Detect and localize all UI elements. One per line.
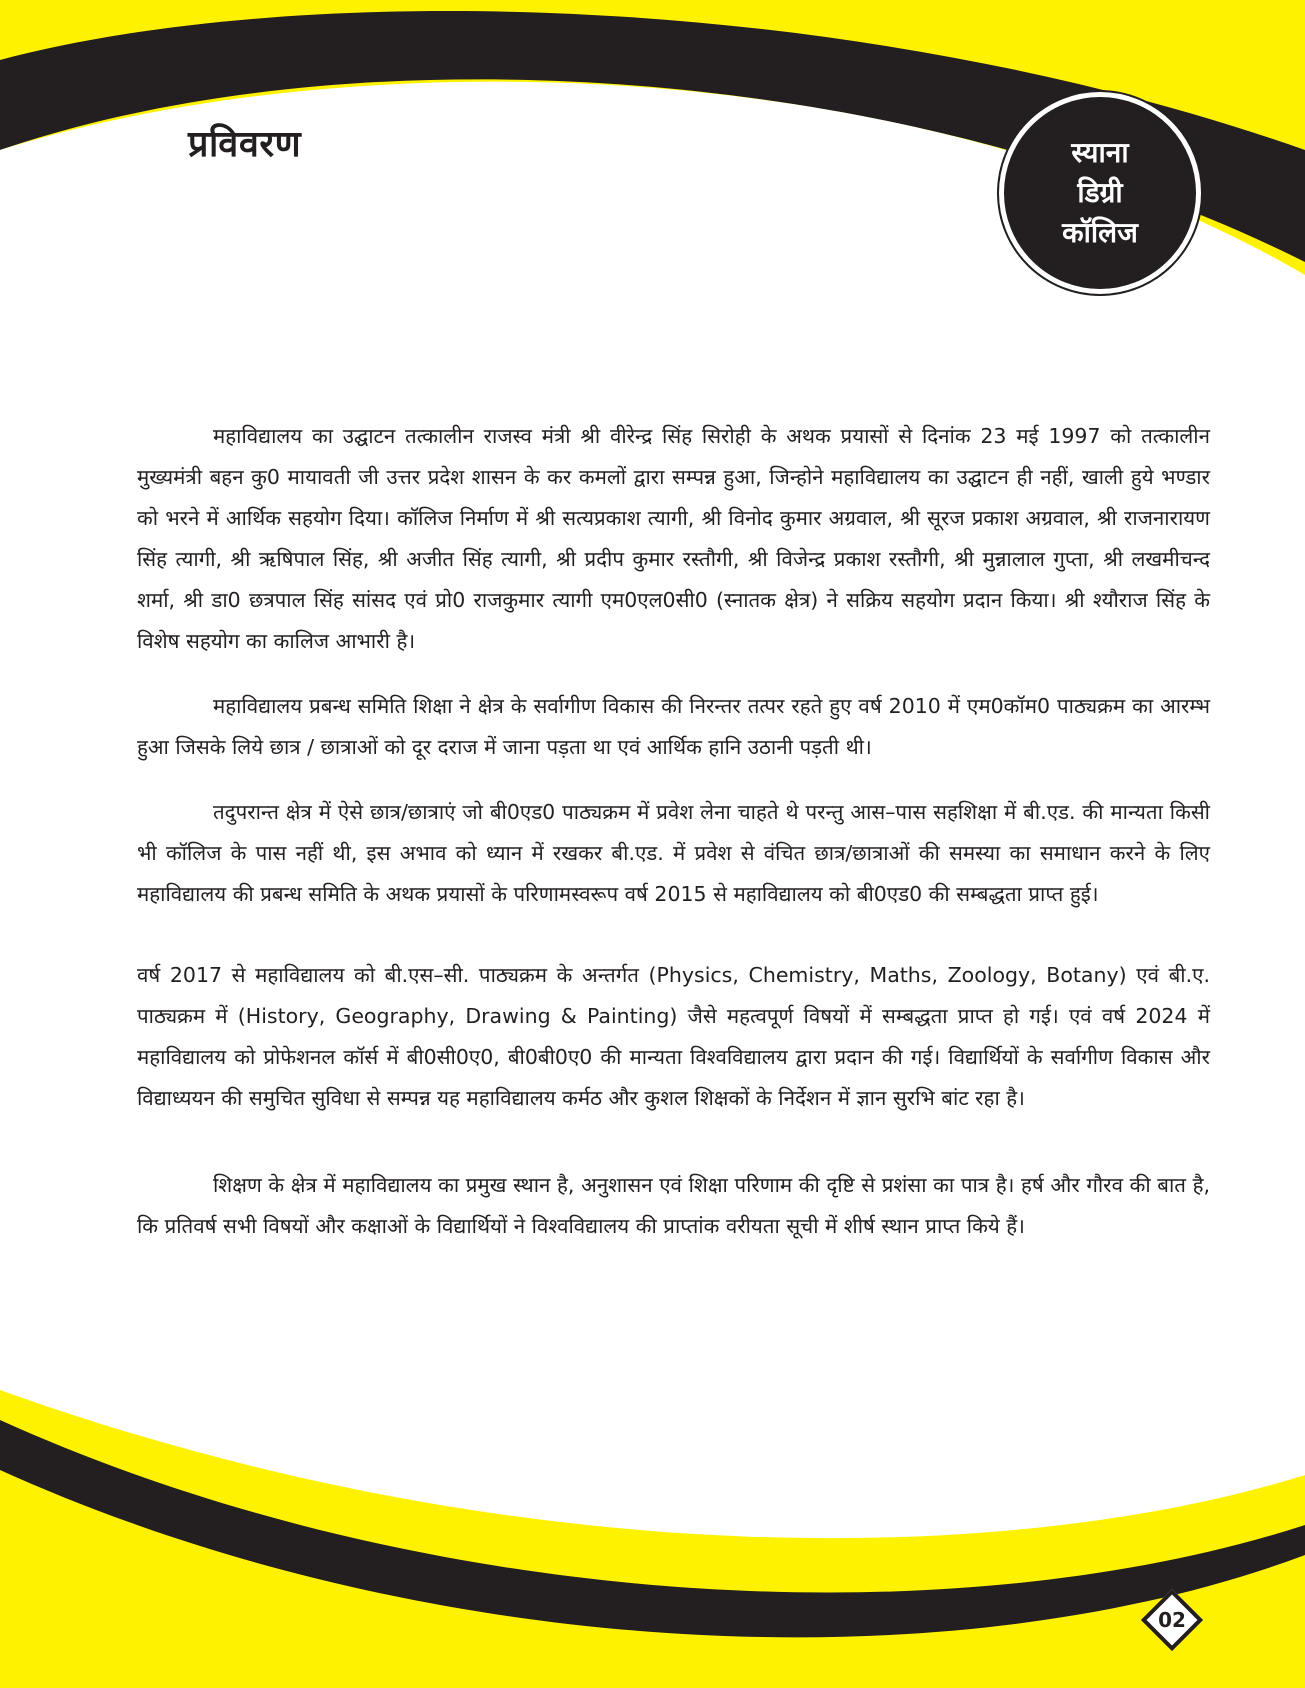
badge-line-1: स्याना <box>1071 136 1129 169</box>
page-number-badge <box>1143 1591 1201 1649</box>
badge-line-2: डिग्री <box>1077 176 1123 209</box>
paragraph-achievements: शिक्षण के क्षेत्र में महाविद्यालय का प्रमुख स्थान है, अनुशासन एवं शिक्षा परिणाम की दृष्टि से प्रशंसा का पात्र है। हर्ष और गौरव की बात है, कि प्रतिवर्ष सभी विषयों और कक्षाओं के विद्यार्थियों ने विश्वविद्यालय की प्राप्तांक वरीयता सूची में शीर्ष स्थान प्राप्त किये हैं। <box>137 1173 1210 1238</box>
paragraph-bed: तदुपरान्त क्षेत्र में ऐसे छात्र/छात्राएं जो बी0एड0 पाठ्यक्रम में प्रवेश लेना चाहते थे परन्तु आस–पास सहशिक्षा में बी.एड. की मान्यता किसी भी कॉलिज के पास नहीं थी, इस अभाव को ध्यान में रखकर बी.एड. में प्रवेश से वंचित छात्र/छात्राओं की समस्या का समाधान करने के लिए महाविद्यालय की प्रबन्ध समिति के अथक प्रयासों के परिणामस्वरूप वर्ष 2015 से महाविद्यालय को बी0एड0 की सम्बद्धता प्राप्त हुई। <box>137 800 1210 906</box>
college-name-badge <box>999 92 1201 294</box>
paragraph-inauguration: महाविद्यालय का उद्घाटन तत्कालीन राजस्व मंत्री श्री वीरेन्द्र सिंह सिरोही के अथक प्रयासों से दिनांक 23 मई 1997 को तत्कालीन मुख्यमंत्री बहन कु0 मायावती जी उत्तर प्रदेश शासन के कर कमलों द्वारा सम्पन्न हुआ, जिन्होने महाविद्यालय का उद्घाटन ही नहीं, खाली हुये भण्डार को भरने में आर्थिक सहयोग दिया। कॉलिज निर्माण में श्री सत्यप्रकाश त्यागी, श्री विनोद कुमार अग्रवाल, श्री सूरज प्रकाश अग्रवाल, श्री राजनारायण सिंह त्यागी, श्री ऋषिपाल सिंह, श्री अजीत सिंह त्यागी, श्री प्रदीप कुमार रस्तौगी, श्री विजेन्द्र प्रकाश रस्तौगी, श्री मुन्नालाल गुप्ता, श्री लखमीचन्द शर्मा, श्री डा0 छत्रपाल सिंह सांसद एवं प्रो0 राजकुमार त्यागी एम0एल0सी0 (स्नातक क्षेत्र) ने सक्रिय सहयोग प्रदान किया। श्री श्यौराज सिंह के विशेष सहयोग का कालिज आभारी है। <box>137 424 1210 653</box>
paragraph-bsc-ba: वर्ष 2017 से महाविद्यालय को बी.एस–सी. पाठ्यक्रम के अन्तर्गत (Physics, Chemistry, Maths, Zoology, Botany) एवं बी.ए. पाठ्यक्रम में (History, Geography, Drawing & Painting) जैसे महत्वपूर्ण विषयों में सम्बद्धता प्राप्त हो गई। एवं वर्ष 2024 में महाविद्यालय को प्रोफेशनल कॉर्स में बी0सी0ए0, बी0बी0ए0 की मान्यता विश्वविद्यालय द्वारा प्रदान की गई। विद्यार्थियों के सर्वागीण विकास और विद्याध्ययन की समुचित सुविधा से सम्पन्न यह महाविद्यालय कर्मठ और कुशल शिक्षकों के निर्देशन में ज्ञान सुरभि बांट रहा है। <box>137 963 1210 1110</box>
page-number: 02 <box>1158 1608 1186 1632</box>
paragraph-mcom: महाविद्यालय प्रबन्ध समिति शिक्षा ने क्षेत्र के सर्वागीण विकास की निरन्तर तत्पर रहते हुए वर्ष 2010 में एम0कॉम0 पाठ्यक्रम का आरम्भ हुआ जिसके लिये छात्र / छात्राओं को दूर दराज में जाना पड़ता था एवं आर्थिक हानि उठानी पड़ती थी। <box>137 694 1210 759</box>
page-title: प्रविवरण <box>188 124 302 165</box>
main-content <box>137 416 1210 1271</box>
badge-line-3: कॉलिज <box>1062 216 1138 249</box>
